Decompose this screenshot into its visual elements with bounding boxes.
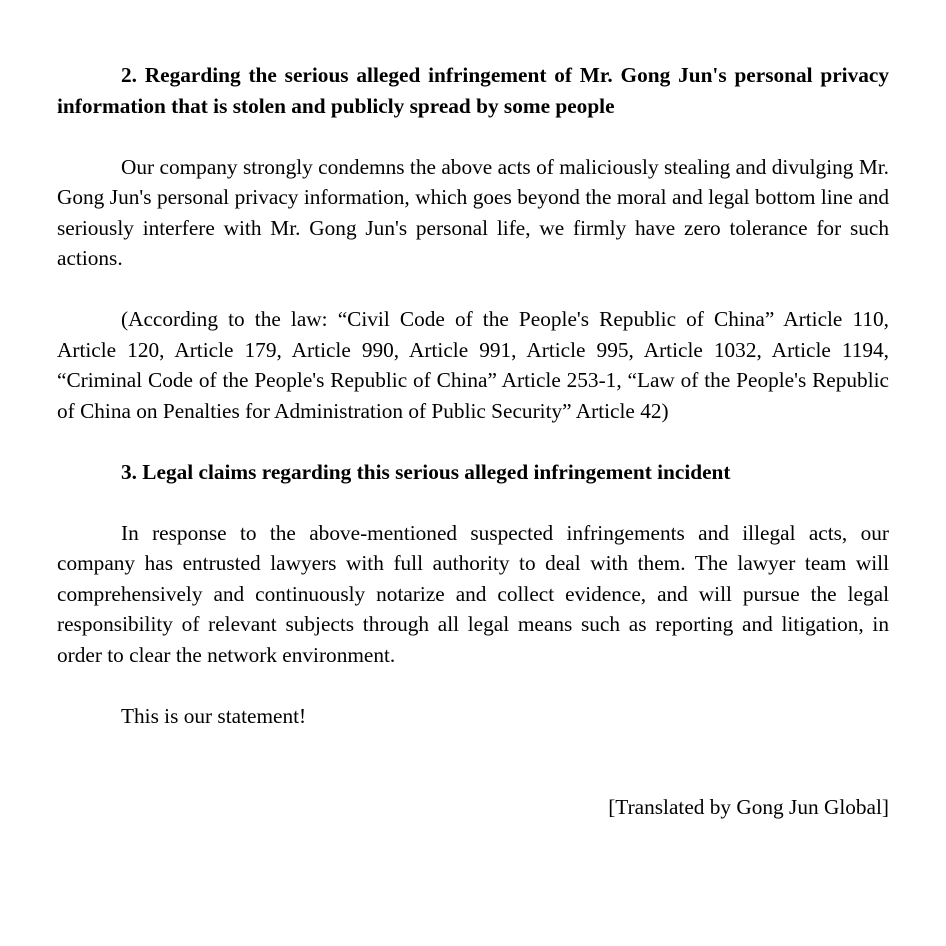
translation-credit: [Translated by Gong Jun Global] bbox=[608, 795, 889, 819]
condemnation-paragraph: Our company strongly condemns the above acts of maliciously stealing and divulging Mr. Gong Jun's personal privacy information, which goes beyond the moral and legal bottom line and seriously interfere with Mr. Gong Jun's personal life, we firmly have zero tolerance for such actions. bbox=[57, 154, 889, 270]
closing-statement: This is our statement! bbox=[121, 703, 307, 728]
statement-document bbox=[57, 60, 889, 823]
legal-response-paragraph: In response to the above-mentioned suspected infringements and illegal acts, our company has entrusted lawyers with full authority to deal with them. The lawyer team will comprehensively and continuously notarize and collect evidence, and will pursue the legal responsibility of relevant subjects through all legal means such as reporting and litigation, in order to clear the network environment. bbox=[57, 520, 889, 667]
section-3-heading: 3. Legal claims regarding this serious alleged infringement incident bbox=[121, 459, 731, 484]
legal-basis-paragraph: (According to the law: “Civil Code of the People's Republic of China” Article 110, Article 120, Article 179, Article 990, Article 991, Article 995, Article 1032, Article 1194, “Criminal Code of the People's Republic of China” Article 253-1, “Law of the People's Republic of China on Penalties for Administration of Public Security” Article 42) bbox=[57, 307, 889, 423]
section-2-heading: 2. Regarding the serious alleged infringement of Mr. Gong Jun's personal privacy information that is stolen and publicly spread by some people bbox=[57, 63, 889, 118]
